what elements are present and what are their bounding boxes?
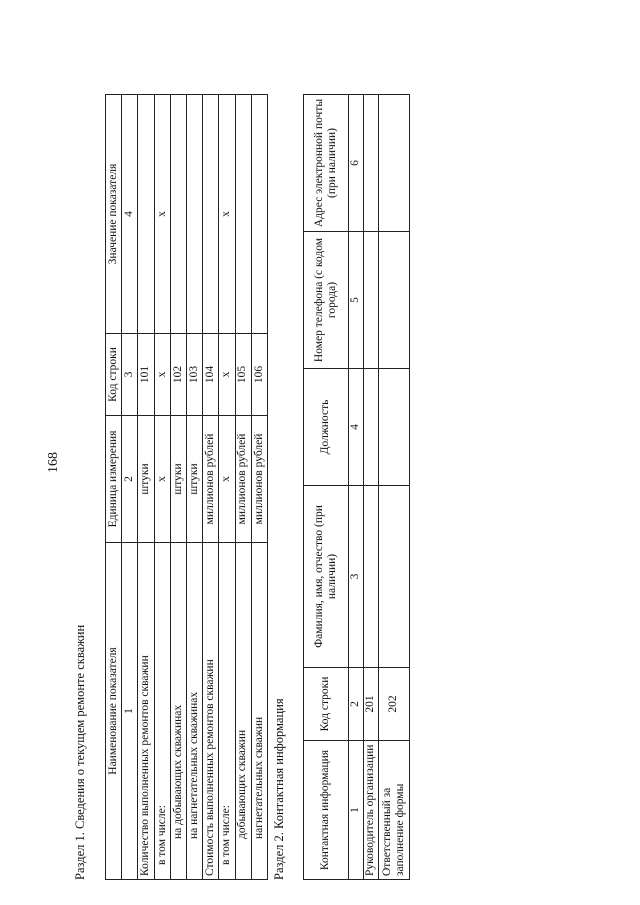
row-name: на нагнетательных скважинах — [186, 543, 202, 880]
table-row — [170, 95, 186, 880]
contact-label: Руководитель организации — [364, 741, 379, 880]
phone-cell[interactable] — [379, 232, 410, 369]
row-name: Стоимость выполненных ремонтов скважин — [203, 543, 219, 880]
row-value: x — [154, 95, 170, 334]
header-email: Адрес электронной почты (при наличии) — [304, 95, 349, 232]
rotated-page — [10, 28, 630, 888]
position-cell[interactable] — [379, 369, 410, 486]
row-value: x — [219, 95, 235, 334]
table-row — [379, 95, 410, 880]
table-row — [154, 95, 170, 880]
header-full-name: Фамилия, имя, отчество (при наличии) — [304, 486, 349, 668]
row-name: в том числе: — [154, 543, 170, 880]
column-number: 2 — [349, 668, 364, 741]
full-name-cell[interactable] — [379, 486, 410, 668]
row-code: 106 — [251, 334, 267, 416]
column-number: 4 — [122, 95, 138, 334]
email-cell[interactable] — [364, 95, 379, 232]
table-column-numbers — [122, 95, 138, 880]
table-row — [364, 95, 379, 880]
page-number: 168 — [46, 452, 61, 473]
contact-table — [303, 94, 410, 880]
row-code: 103 — [186, 334, 202, 416]
table-column-numbers — [349, 95, 364, 880]
row-unit: x — [219, 416, 235, 543]
row-code: x — [219, 334, 235, 416]
table-header-row — [106, 95, 122, 880]
email-cell[interactable] — [379, 95, 410, 232]
column-number: 1 — [349, 741, 364, 880]
row-code: 102 — [170, 334, 186, 416]
table-row — [235, 95, 251, 880]
header-line-code: Код строки — [304, 668, 349, 741]
row-value[interactable] — [203, 95, 219, 334]
row-unit: штуки — [186, 416, 202, 543]
column-number: 3 — [122, 334, 138, 416]
table-row — [219, 95, 235, 880]
row-unit: миллионов рублей — [235, 416, 251, 543]
row-value[interactable] — [235, 95, 251, 334]
contact-code: 201 — [364, 668, 379, 741]
section1-title: Раздел 1. Сведения о текущем ремонте скважин — [73, 624, 87, 880]
position-cell[interactable] — [364, 369, 379, 486]
header-value: Значение показателя — [106, 95, 122, 334]
column-number: 4 — [349, 369, 364, 486]
row-unit: миллионов рублей — [251, 416, 267, 543]
row-name: Количество выполненных ремонтов скважин — [138, 543, 154, 880]
row-name: в том числе: — [219, 543, 235, 880]
row-value[interactable] — [170, 95, 186, 334]
header-contact-info: Контактная информация — [304, 741, 349, 880]
column-number: 2 — [122, 416, 138, 543]
column-number: 1 — [122, 543, 138, 880]
column-number: 5 — [349, 232, 364, 369]
header-position: Должность — [304, 369, 349, 486]
column-number: 3 — [349, 486, 364, 668]
row-name: нагнетательных скважин — [251, 543, 267, 880]
row-unit: штуки — [138, 416, 154, 543]
row-code: x — [154, 334, 170, 416]
header-unit: Единица измерения — [106, 416, 122, 543]
row-name: добывающих скважин — [235, 543, 251, 880]
header-phone: Номер телефона (с кодом города) — [304, 232, 349, 369]
row-unit: x — [154, 416, 170, 543]
header-indicator-name: Наименование показателя — [106, 543, 122, 880]
row-unit: штуки — [170, 416, 186, 543]
section2-title: Раздел 2. Контактная информация — [272, 698, 286, 880]
table-row — [138, 95, 154, 880]
table-row — [251, 95, 267, 880]
table-header-row — [304, 95, 349, 880]
full-name-cell[interactable] — [364, 486, 379, 668]
row-value[interactable] — [186, 95, 202, 334]
row-name: на добывающих скважинах — [170, 543, 186, 880]
row-unit: миллионов рублей — [203, 416, 219, 543]
row-value[interactable] — [251, 95, 267, 334]
row-code: 101 — [138, 334, 154, 416]
row-value[interactable] — [138, 95, 154, 334]
repair-table — [105, 94, 268, 880]
row-code: 105 — [235, 334, 251, 416]
contact-label: Ответственный за заполнение формы — [379, 741, 410, 880]
table-row — [203, 95, 219, 880]
row-code: 104 — [203, 334, 219, 416]
table-row — [186, 95, 202, 880]
column-number: 6 — [349, 95, 364, 232]
contact-code: 202 — [379, 668, 410, 741]
phone-cell[interactable] — [364, 232, 379, 369]
header-line-code: Код строки — [106, 334, 122, 416]
